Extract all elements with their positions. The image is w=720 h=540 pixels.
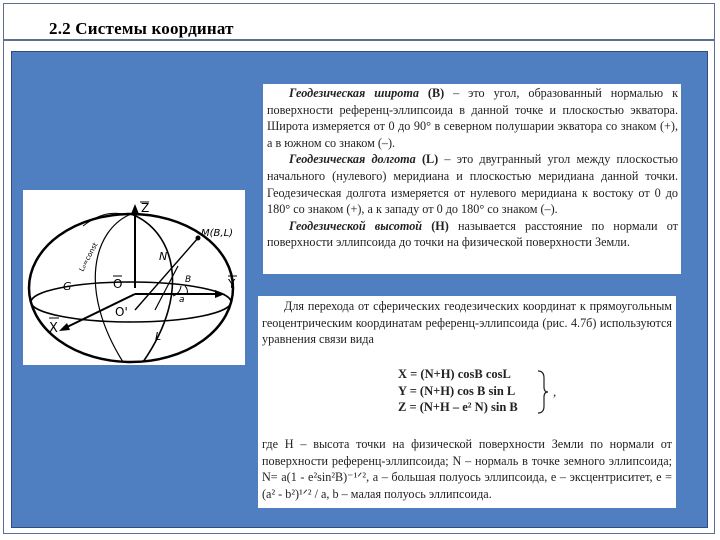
axis-label-y: Y [228, 277, 236, 291]
longitude-symbol: (L) [421, 152, 439, 167]
longitude-term: Геодезическая долгота [289, 152, 416, 167]
equation-comma: , [553, 384, 557, 399]
equation-x: X = (N+H) cosB cosL [398, 367, 511, 381]
equation-y: Y = (N+H) cos B sin L [398, 383, 516, 398]
height-paragraph [267, 218, 678, 251]
latitude-term: Геодезическая широта [289, 86, 419, 100]
longitude-paragraph [267, 151, 678, 217]
label-m: M(B,L) [201, 228, 234, 239]
axis-label-z: Z [141, 201, 150, 215]
label-l: L [155, 330, 162, 343]
equation-brace [536, 370, 548, 414]
longitude-text: – это двугранный угол между плоскостью начального (нулевого) меридиана и плоскостью меридиана данной точки. Геодезическая долгота измеряется от нулевого меридиана к востоку от 0 до 180° со знаком (+), а к западу от 0 до 180° со знаком (–). [267, 152, 679, 217]
intro-paragraph [262, 298, 672, 348]
ellipsoid-diagram [23, 190, 245, 365]
label-a: a [179, 295, 185, 305]
height-text: называется расстояние по нормали от поверхности эллипсоида до точки на физической поверхности Земли. [267, 218, 678, 250]
latitude-paragraph [267, 85, 678, 151]
title-bar [3, 3, 715, 41]
height-symbol: (H) [431, 218, 449, 233]
label-n: N [159, 250, 168, 263]
label-o-prime: O' [115, 305, 128, 319]
intro-text: Для перехода от сферических геодезических координат к прямоугольным геоцентрическим координатам референц-эллипсоида (рис. 4.7б) используются уравнения связи вида [262, 299, 672, 347]
label-o: O [113, 277, 123, 291]
latitude-text: – это угол, образованный нормалью к поверхности референц-эллипсоида в данной точке и плоскостью экватора. Широта измеряется от 0 до 90° в северном полушарии экватора со знаком (+), а в южном со знаком (–). [267, 86, 679, 150]
where-paragraph: где H – высота точки на физической поверхности Земли по нормали от поверхности референц-эллипсоида; N – нормаль в точке земного эллипсоида; N= a(1 - e²sin²B)⁻¹ᐟ², a – большая полуось эллипсоида, e – эксцентриситет, e = (a² - b²)¹ᐟ² / a, b – малая полуось эллипсоида. [262, 437, 672, 501]
label-g: G [63, 280, 72, 293]
slide-title: 2.2 Системы координат [49, 19, 234, 38]
definitions-textbox [263, 84, 681, 274]
equations-textbox [258, 296, 676, 508]
equation-block [398, 366, 518, 416]
equation-z: Z = (N+H – e² N) sin B [398, 400, 518, 414]
label-lo-const: L₀=const [77, 241, 100, 273]
ellipsoid-svg [23, 190, 245, 365]
label-b: B [185, 275, 192, 285]
height-term: Геодезической высотой [289, 218, 423, 233]
axis-label-x: X [49, 321, 58, 336]
latitude-symbol: (B) [427, 86, 445, 100]
